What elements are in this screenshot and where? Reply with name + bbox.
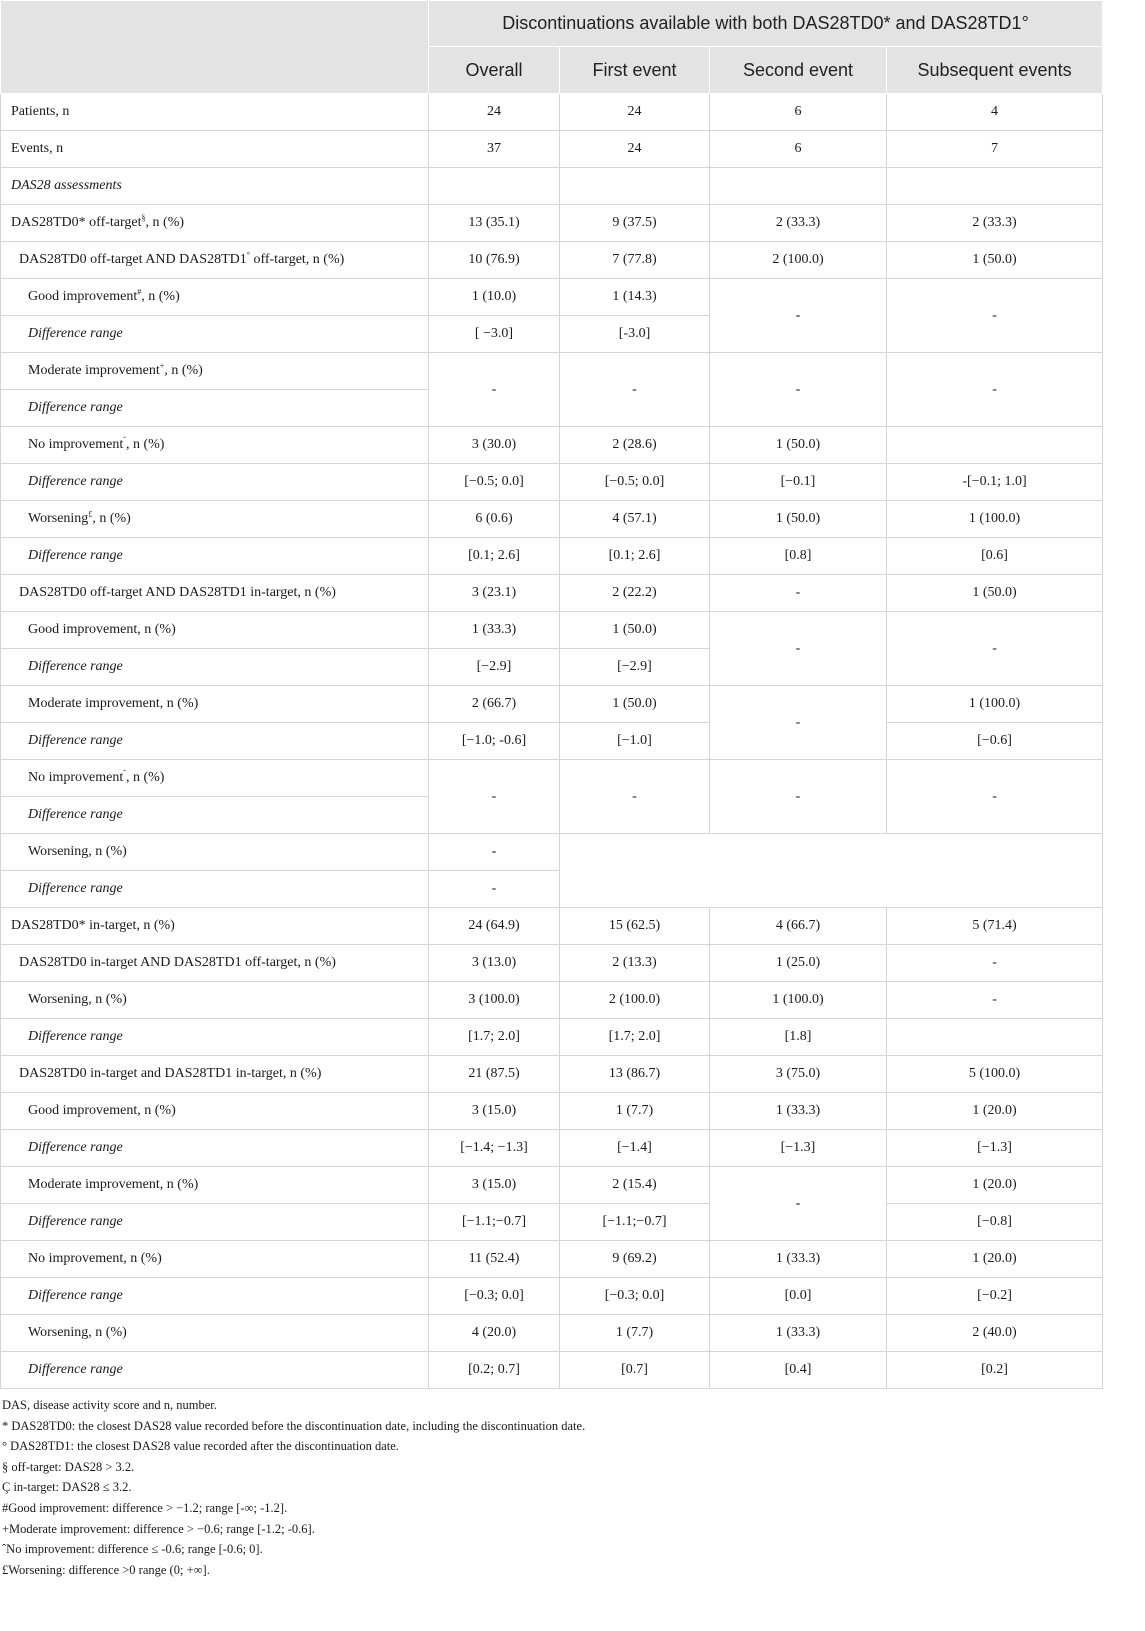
table-cell: 2 (15.4) xyxy=(560,1167,710,1204)
group-header: Discontinuations available with both DAS28TD0* and DAS28TD1° xyxy=(429,1,1103,47)
table-cell: [−0.1] xyxy=(710,464,887,501)
column-header-second-event: Second event xyxy=(710,47,887,94)
table-footnotes xyxy=(0,1389,1102,1580)
footnote-marker: £ xyxy=(88,509,93,519)
table-cell: 21 (87.5) xyxy=(429,1056,560,1093)
row-label xyxy=(1,1241,429,1278)
row-label-text: Difference range xyxy=(28,1140,123,1155)
table-cell: [−0.3; 0.0] xyxy=(560,1278,710,1315)
table-cell: [−1.4] xyxy=(560,1130,710,1167)
table-cell: - xyxy=(710,760,887,834)
row-label xyxy=(1,538,429,575)
table-cell xyxy=(560,168,710,205)
table-row xyxy=(1,575,1103,612)
table-cell: [−2.9] xyxy=(560,649,710,686)
table-cell: 2 (22.2) xyxy=(560,575,710,612)
row-label xyxy=(1,1278,429,1315)
row-label xyxy=(1,353,429,390)
row-label-text: No improvement xyxy=(28,437,124,452)
row-label-suffix: , n (%) xyxy=(141,289,180,304)
table-row xyxy=(1,205,1103,242)
table-cell: 3 (13.0) xyxy=(429,945,560,982)
table-cell: 6 xyxy=(710,131,887,168)
row-label-text: Difference range xyxy=(28,1362,123,1377)
row-label-text: Difference range xyxy=(28,400,123,415)
table-cell: 1 (25.0) xyxy=(710,945,887,982)
row-label-text: Patients, n xyxy=(11,104,70,119)
footnote-line: Ç in-target: DAS28 ≤ 3.2. xyxy=(2,1480,132,1495)
table-cell: [0.8] xyxy=(710,538,887,575)
table-cell: - xyxy=(887,945,1103,982)
table-cell: [−1.4; −1.3] xyxy=(429,1130,560,1167)
table-cell: 2 (100.0) xyxy=(560,982,710,1019)
row-label-text: DAS28TD0 in-target and DAS28TD1 in-target, n (%) xyxy=(19,1066,322,1081)
table-cell: 7 (77.8) xyxy=(560,242,710,279)
footnote-line: #Good improvement: difference > −1.2; range [-∞; -1.2]. xyxy=(2,1500,288,1515)
row-label-suffix: , n (%) xyxy=(92,511,131,526)
row-label xyxy=(1,575,429,612)
table-cell: 11 (52.4) xyxy=(429,1241,560,1278)
row-label xyxy=(1,464,429,501)
table-cell: 4 (20.0) xyxy=(429,1315,560,1352)
table-cell: 2 (28.6) xyxy=(560,427,710,464)
row-label xyxy=(1,1056,429,1093)
table-row xyxy=(1,94,1103,131)
table-cell: 5 (100.0) xyxy=(887,1056,1103,1093)
table-cell: [−0.6] xyxy=(887,723,1103,760)
table-cell: 1 (50.0) xyxy=(887,575,1103,612)
table-cell: 1 (50.0) xyxy=(560,612,710,649)
row-label-suffix: , n (%) xyxy=(145,215,185,230)
table-row xyxy=(1,168,1103,205)
table-cell: 1 (10.0) xyxy=(429,279,560,316)
table-cell: [0.1; 2.6] xyxy=(429,538,560,575)
row-label-text: No improvement xyxy=(28,770,124,785)
table-cell: [ −3.0] xyxy=(429,316,560,353)
row-label-text: Difference range xyxy=(28,1214,123,1229)
row-label xyxy=(1,1204,429,1241)
row-label xyxy=(1,316,429,353)
table-cell: 13 (35.1) xyxy=(429,205,560,242)
table-cell: 2 (13.3) xyxy=(560,945,710,982)
table-cell: 3 (75.0) xyxy=(710,1056,887,1093)
table-cell: 2 (40.0) xyxy=(887,1315,1103,1352)
table-cell: [0.6] xyxy=(887,538,1103,575)
table-cell: 1 (50.0) xyxy=(710,427,887,464)
table-cell: [−0.8] xyxy=(887,1204,1103,1241)
row-label xyxy=(1,427,429,464)
table-cell: 37 xyxy=(429,131,560,168)
table-cell: -[−0.1; 1.0] xyxy=(887,464,1103,501)
table-cell: [−0.5; 0.0] xyxy=(560,464,710,501)
table-cell: 1 (20.0) xyxy=(887,1241,1103,1278)
row-label xyxy=(1,1167,429,1204)
table-cell: 6 xyxy=(710,94,887,131)
row-label-text: Difference range xyxy=(28,881,123,896)
row-label xyxy=(1,1352,429,1389)
table-cell: - xyxy=(887,760,1103,834)
table-cell: - xyxy=(710,686,887,760)
table-cell: [−0.3; 0.0] xyxy=(429,1278,560,1315)
table-row xyxy=(1,1130,1103,1167)
table-row xyxy=(1,834,1103,871)
table-cell: 2 (33.3) xyxy=(710,205,887,242)
row-label xyxy=(1,390,429,427)
row-label-text: Difference range xyxy=(28,1029,123,1044)
footnote-line: DAS, disease activity score and n, number. xyxy=(2,1398,217,1412)
table-cell: [0.1; 2.6] xyxy=(560,538,710,575)
table-cell: [0.2; 0.7] xyxy=(429,1352,560,1389)
row-label xyxy=(1,945,429,982)
table-row xyxy=(1,427,1103,464)
row-label xyxy=(1,242,429,279)
table-cell: - xyxy=(887,982,1103,1019)
row-label-text: Difference range xyxy=(28,659,123,674)
row-label-text: DAS28TD0 in-target AND DAS28TD1 off-target, n (%) xyxy=(19,955,336,970)
table-row xyxy=(1,1093,1103,1130)
row-label-text: Difference range xyxy=(28,326,123,341)
row-label-text: Worsening xyxy=(28,511,89,526)
table-row xyxy=(1,1241,1103,1278)
row-label-suffix: , n (%) xyxy=(164,363,203,378)
table-cell: [−1.1;−0.7] xyxy=(429,1204,560,1241)
row-label-text: DAS28TD0 off-target AND DAS28TD1 in-target, n (%) xyxy=(19,585,336,600)
table-row xyxy=(1,723,1103,760)
table-cell: 24 xyxy=(560,94,710,131)
table-cell: 24 (64.9) xyxy=(429,908,560,945)
footnote-line: § off-target: DAS28 > 3.2. xyxy=(2,1459,135,1474)
row-label xyxy=(1,1130,429,1167)
footnote-line: * DAS28TD0: the closest DAS28 value recorded before the discontinuation date, including the discontinuation date. xyxy=(2,1418,586,1433)
table-cell: 5 (71.4) xyxy=(887,908,1103,945)
table-row xyxy=(1,464,1103,501)
table-cell: [0.2] xyxy=(887,1352,1103,1389)
row-label-text: DAS28TD0* in-target, n (%) xyxy=(11,918,175,933)
row-label-text: Difference range xyxy=(28,548,123,563)
table-cell: - xyxy=(429,760,560,834)
table-row xyxy=(1,1352,1103,1389)
table-cell: 1 (20.0) xyxy=(887,1167,1103,1204)
table-cell: 13 (86.7) xyxy=(560,1056,710,1093)
table-cell: - xyxy=(710,353,887,427)
table-cell: 9 (37.5) xyxy=(560,205,710,242)
table-cell: [0.4] xyxy=(710,1352,887,1389)
table-cell: [−1.3] xyxy=(887,1130,1103,1167)
table-cell: [−1.0; -0.6] xyxy=(429,723,560,760)
header-corner-cell xyxy=(1,1,429,94)
table-cell: - xyxy=(887,353,1103,427)
row-label-text: Difference range xyxy=(28,1288,123,1303)
table-cell: - xyxy=(710,1167,887,1241)
row-label-text: Moderate improvement xyxy=(28,363,160,378)
table-row xyxy=(1,279,1103,316)
table-cell: 1 (100.0) xyxy=(710,982,887,1019)
table-cell: [-3.0] xyxy=(560,316,710,353)
row-label-text: DAS28TD0 off-target AND DAS28TD1 xyxy=(19,252,247,267)
table-cell: 4 (57.1) xyxy=(560,501,710,538)
footnote-marker: # xyxy=(137,287,142,297)
table-cell: [0.0] xyxy=(710,1278,887,1315)
table-cell: [−1.3] xyxy=(710,1130,887,1167)
table-cell: 1 (20.0) xyxy=(887,1093,1103,1130)
table-cell: 3 (23.1) xyxy=(429,575,560,612)
row-label xyxy=(1,612,429,649)
column-header-subsequent-events: Subsequent events xyxy=(887,47,1103,94)
row-label-text: Good improvement, n (%) xyxy=(28,622,176,637)
footnote-marker: + xyxy=(159,361,165,371)
table-cell: - xyxy=(710,575,887,612)
table-cell: - xyxy=(429,353,560,427)
table-cell xyxy=(429,168,560,205)
row-label xyxy=(1,94,429,131)
table-cell: 24 xyxy=(429,94,560,131)
table-cell: 9 (69.2) xyxy=(560,1241,710,1278)
table-cell: 1 (50.0) xyxy=(710,501,887,538)
table-row xyxy=(1,1278,1103,1315)
column-header-first-event: First event xyxy=(560,47,710,94)
table-body xyxy=(1,94,1103,1389)
footnote-line: +Moderate improvement: difference > −0.6; range [-1.2; -0.6]. xyxy=(2,1521,315,1536)
row-label xyxy=(1,723,429,760)
table-cell: 2 (66.7) xyxy=(429,686,560,723)
table-row xyxy=(1,686,1103,723)
table-cell: 1 (7.7) xyxy=(560,1315,710,1352)
table-row xyxy=(1,945,1103,982)
row-label-text: DAS28 assessments xyxy=(11,178,122,193)
row-label-text: Worsening, n (%) xyxy=(28,992,127,1007)
row-label xyxy=(1,871,429,908)
row-label xyxy=(1,168,429,205)
table-cell: [−2.9] xyxy=(429,649,560,686)
table-cell: 7 xyxy=(887,131,1103,168)
table-cell: [−1.0] xyxy=(560,723,710,760)
table-row xyxy=(1,1019,1103,1056)
table-cell: 3 (30.0) xyxy=(429,427,560,464)
row-label xyxy=(1,834,429,871)
table-cell: 1 (33.3) xyxy=(710,1315,887,1352)
row-label xyxy=(1,279,429,316)
table-cell: 2 (100.0) xyxy=(710,242,887,279)
table-row xyxy=(1,1056,1103,1093)
footnote-line: £Worsening: difference >0 range (0; +∞]. xyxy=(2,1562,210,1577)
row-label-text: Moderate improvement, n (%) xyxy=(28,696,199,711)
row-label xyxy=(1,649,429,686)
table-cell: 10 (76.9) xyxy=(429,242,560,279)
table-row xyxy=(1,242,1103,279)
table-cell: [−1.1;−0.7] xyxy=(560,1204,710,1241)
table-cell xyxy=(887,168,1103,205)
row-label-text: Good improvement, n (%) xyxy=(28,1103,176,1118)
table-row xyxy=(1,538,1103,575)
footnote-line: ° DAS28TD1: the closest DAS28 value recorded after the discontinuation date. xyxy=(2,1439,399,1454)
table-cell: - xyxy=(429,834,560,871)
row-label xyxy=(1,760,429,797)
table-cell: 15 (62.5) xyxy=(560,908,710,945)
table-cell: 6 (0.6) xyxy=(429,501,560,538)
footnote-marker: ° xyxy=(246,250,250,260)
row-label xyxy=(1,501,429,538)
column-header-overall: Overall xyxy=(429,47,560,94)
table-cell: - xyxy=(429,871,560,908)
row-label xyxy=(1,797,429,834)
table-cell: 1 (100.0) xyxy=(887,686,1103,723)
table-cell: 4 (66.7) xyxy=(710,908,887,945)
footnote-marker: ˆ xyxy=(123,768,126,778)
row-label xyxy=(1,1019,429,1056)
table-cell: [1.8] xyxy=(710,1019,887,1056)
table-row xyxy=(1,1315,1103,1352)
table-row xyxy=(1,1204,1103,1241)
table-cell: [1.7; 2.0] xyxy=(560,1019,710,1056)
table-cell: 1 (50.0) xyxy=(887,242,1103,279)
footnote-marker: ˆ xyxy=(123,435,126,445)
table-row xyxy=(1,760,1103,797)
row-label-text: Events, n xyxy=(11,141,64,156)
table-row xyxy=(1,501,1103,538)
table-cell: 3 (15.0) xyxy=(429,1167,560,1204)
table-cell: 3 (100.0) xyxy=(429,982,560,1019)
table-cell: 1 (14.3) xyxy=(560,279,710,316)
table-cell: - xyxy=(710,279,887,353)
table-cell: [1.7; 2.0] xyxy=(429,1019,560,1056)
table-cell: - xyxy=(887,279,1103,353)
row-label xyxy=(1,982,429,1019)
row-label-suffix: off-target, n (%) xyxy=(249,252,345,267)
table-cell: 4 xyxy=(887,94,1103,131)
table-cell xyxy=(710,168,887,205)
row-label-suffix: , n (%) xyxy=(125,770,165,785)
table-cell: 3 (15.0) xyxy=(429,1093,560,1130)
row-label xyxy=(1,205,429,242)
row-label-text: Moderate improvement, n (%) xyxy=(28,1177,199,1192)
row-label-text: Difference range xyxy=(28,807,123,822)
table-cell xyxy=(887,1019,1103,1056)
table-header xyxy=(1,1,1103,94)
row-label-text: Worsening, n (%) xyxy=(28,1325,127,1340)
row-label-text: Difference range xyxy=(28,474,123,489)
table-cell: [−0.2] xyxy=(887,1278,1103,1315)
table-row xyxy=(1,353,1103,390)
table-cell: [−0.5; 0.0] xyxy=(429,464,560,501)
footnote-line: ˆNo improvement: difference ≤ -0.6; range [-0.6; 0]. xyxy=(2,1542,263,1557)
table-cell xyxy=(887,427,1103,464)
footnote-marker: § xyxy=(141,213,146,223)
table-cell: 1 (33.3) xyxy=(710,1093,887,1130)
table-cell: 2 (33.3) xyxy=(887,205,1103,242)
table-row xyxy=(1,131,1103,168)
table-cell: 1 (33.3) xyxy=(710,1241,887,1278)
row-label-suffix: , n (%) xyxy=(125,437,165,452)
table-cell: - xyxy=(560,760,710,834)
table-row xyxy=(1,1167,1103,1204)
row-label xyxy=(1,1315,429,1352)
row-label xyxy=(1,908,429,945)
table-row xyxy=(1,612,1103,649)
row-label xyxy=(1,1093,429,1130)
table-cell: 1 (100.0) xyxy=(887,501,1103,538)
table-cell: - xyxy=(710,612,887,686)
row-label xyxy=(1,131,429,168)
table-cell: - xyxy=(560,353,710,427)
row-label xyxy=(1,686,429,723)
row-label-text: Difference range xyxy=(28,733,123,748)
table-row xyxy=(1,982,1103,1019)
table-row xyxy=(1,908,1103,945)
table-cell: 24 xyxy=(560,131,710,168)
row-label-text: Good improvement xyxy=(28,289,138,304)
table-cell: 1 (33.3) xyxy=(429,612,560,649)
row-label-text: DAS28TD0* off-target xyxy=(11,215,142,230)
table-cell: 1 (50.0) xyxy=(560,686,710,723)
table-cell: [0.7] xyxy=(560,1352,710,1389)
table-cell: - xyxy=(887,612,1103,686)
table-cell: 1 (7.7) xyxy=(560,1093,710,1130)
row-label-text: Worsening, n (%) xyxy=(28,844,127,859)
row-label-text: No improvement, n (%) xyxy=(28,1251,162,1266)
table-cell xyxy=(560,834,1103,908)
